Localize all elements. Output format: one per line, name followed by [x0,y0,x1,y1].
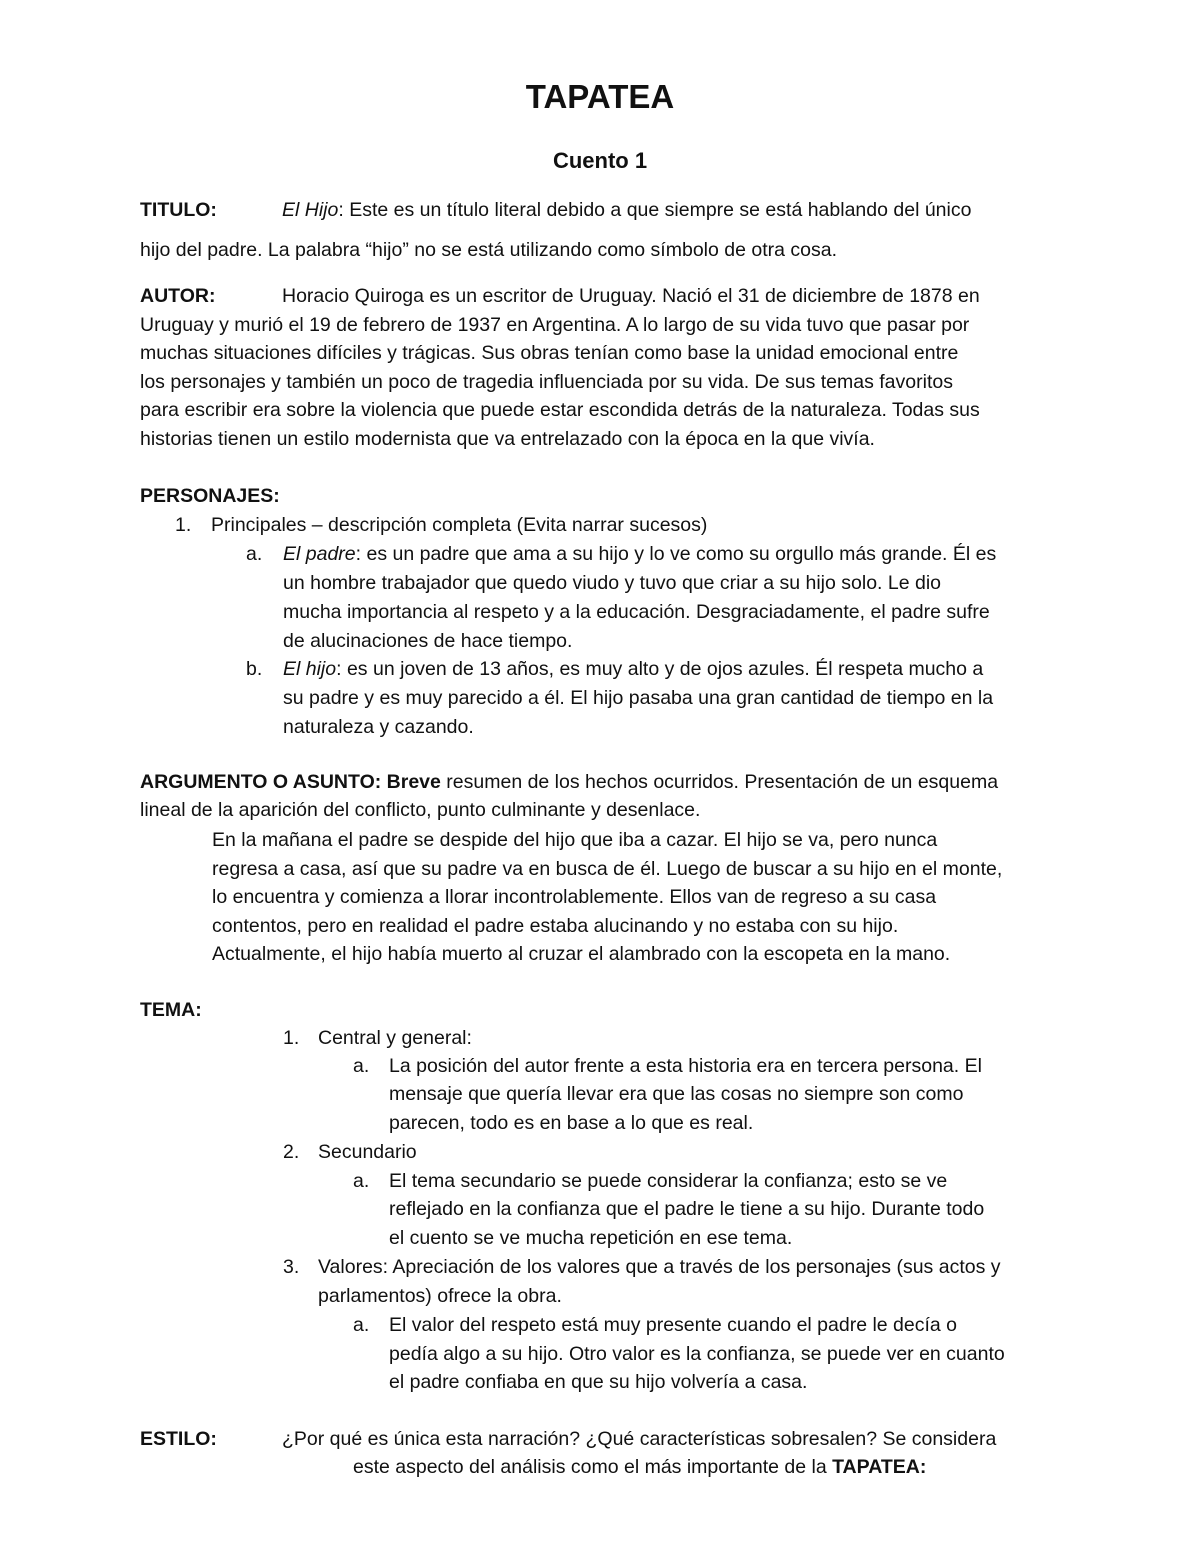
tema-2a-line: El tema secundario se puede considerar la confianza; esto se ve [389,1170,948,1192]
personaje-padre-name: El padre [283,543,356,565]
autor-line: los personajes y también un poco de tragedia influenciada por su vida. De sus temas favoritos [140,371,953,393]
list-letter: a. [353,1055,370,1077]
estilo-line-2 [353,1453,926,1482]
personaje-hijo-line: su padre y es muy parecido a él. El hijo pasaba una gran cantidad de tiempo en la [283,687,994,709]
personaje-hijo-text: : es un joven de 13 años, es muy alto y de ojos azules. Él respeta mucho a [336,658,984,680]
autor-line: Uruguay y murió el 19 de febrero de 1937 en Argentina. A lo largo de su vida tuvo que pasar por [140,314,970,336]
tema-1a-line: mensaje que quería llevar era que las cosas no siempre son como [389,1083,964,1105]
titulo-line-1 [282,196,971,225]
document-subtitle: Cuento 1 [552,148,648,173]
autor-line: historias tienen un estilo modernista que va entrelazado con la época en la que vivía. [140,428,875,450]
document-title: TAPATEA [525,78,675,115]
argumento-body-line: Actualmente, el hijo había muerto al cruzar el alambrado con la escopeta en la mano. [212,943,951,965]
argumento-body-line: regresa a casa, así que su padre va en busca de él. Luego de buscar a su hijo en el monte, [212,858,1003,880]
list-number: 2. [283,1141,300,1163]
personaje-padre-line: mucha importancia al respeto y a la educación. Desgraciadamente, el padre sufre [283,601,990,623]
titulo-line-1-text: : Este es un título literal debido a que siempre se está hablando del único [338,199,972,221]
tema-label: TEMA: [140,999,202,1021]
argumento-bold-word: Breve [386,771,441,793]
argumento-body-line: En la mañana el padre se despide del hijo que iba a cazar. El hijo se va, pero nunca [212,829,938,851]
argumento-body-line: lo encuentra y comienza a llorar incontrolablemente. Ellos van de regreso a su casa [212,886,937,908]
titulo-name: El Hijo [282,199,339,221]
titulo-label: TITULO: [140,199,217,221]
personaje-hijo-name: El hijo [283,658,337,680]
tema-item-3-line-1: Valores: Apreciación de los valores que a través de los personajes (sus actos y [318,1256,1001,1278]
autor-line: muchas situaciones difíciles y trágicas. Sus obras tenían como base la unidad emocional entre [140,342,959,364]
list-letter: a. [246,543,263,565]
list-number: 3. [283,1256,300,1278]
tema-2a-line: el cuento se ve mucha repetición en ese tema. [389,1227,793,1249]
personaje-padre-line: un hombre trabajador que quedo viudo y tuvo que criar a su hijo solo. Le dio [283,572,942,594]
argumento-line-1 [140,768,998,797]
autor-line: para escribir era sobre la violencia que puede estar escondida detrás de la naturaleza. Todas sus [140,399,980,421]
personajes-item-1: Principales – descripción completa (Evita narrar sucesos) [211,514,708,536]
personaje-padre-line: de alucinaciones de hace tiempo. [283,630,573,652]
tema-1a-line: La posición del autor frente a esta historia era en tercera persona. El [389,1055,982,1077]
argumento-line-1-text: resumen de los hechos ocurridos. Presentación de un esquema [440,771,999,793]
list-number: 1. [175,514,192,536]
personaje-padre-text: : es un padre que ama a su hijo y lo ve como su orgullo más grande. Él es [355,543,997,565]
tema-2a-line: reflejado en la confianza que el padre le tiene a su hijo. Durante todo [389,1198,985,1220]
personajes-label: PERSONAJES: [140,485,280,507]
tema-item-3-line-2: parlamentos) ofrece la obra. [318,1285,562,1307]
list-letter: b. [246,658,263,680]
list-number: 1. [283,1027,300,1049]
tema-1a-line: parecen, todo es en base a lo que es real. [389,1112,754,1134]
personaje-hijo-line: naturaleza y cazando. [283,716,474,738]
autor-line-1: Horacio Quiroga es un escritor de Uruguay. Nació el 31 de diciembre de 1878 en [282,285,980,307]
autor-label: AUTOR: [140,285,216,307]
tema-3a-line: El valor del respeto está muy presente cuando el padre le decía o [389,1314,958,1336]
tema-item-2: Secundario [318,1141,417,1163]
tema-3a-line: pedía algo a su hijo. Otro valor es la confianza, se puede ver en cuanto [389,1343,1005,1365]
argumento-label: ARGUMENTO O ASUNTO: [140,771,382,793]
tema-item-1: Central y general: [318,1027,472,1049]
personaje-padre-line-1 [283,540,996,569]
argumento-body-line: contentos, pero en realidad el padre estaba alucinando y no estaba con su hijo. [212,915,899,937]
tema-3a-line: el padre confiaba en que su hijo volvería a casa. [389,1371,808,1393]
estilo-line-1: ¿Por qué es única esta narración? ¿Qué características sobresalen? Se considera [282,1428,997,1450]
estilo-label: ESTILO: [140,1428,217,1450]
personaje-hijo-line-1 [283,655,983,684]
argumento-line-2: lineal de la aparición del conflicto, punto culminante y desenlace. [140,799,701,821]
titulo-line-2: hijo del padre. La palabra “hijo” no se está utilizando como símbolo de otra cosa. [140,239,837,261]
list-letter: a. [353,1314,370,1336]
list-letter: a. [353,1170,370,1192]
estilo-line-2-bold: TAPATEA: [832,1456,927,1478]
estilo-line-2-text: este aspecto del análisis como el más importante de la [353,1456,833,1478]
